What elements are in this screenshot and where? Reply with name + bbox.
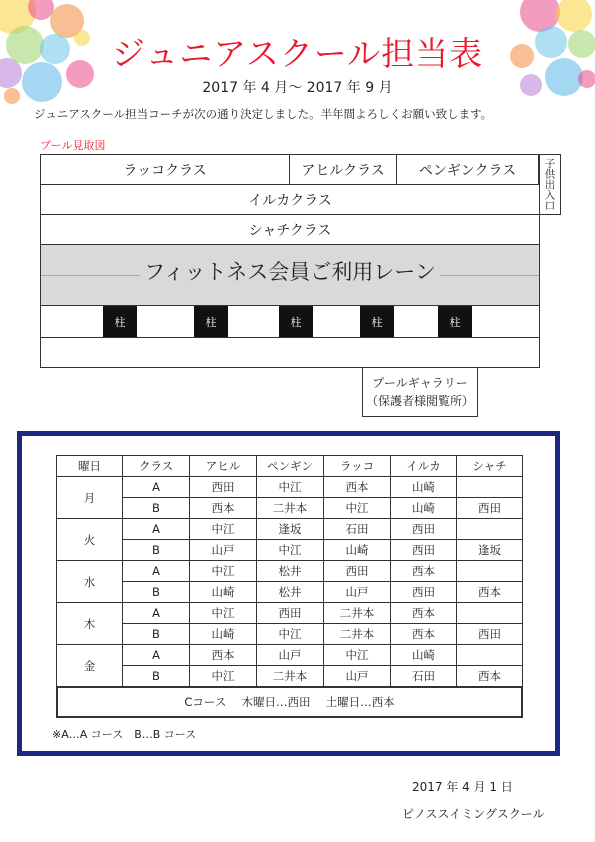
kids-entrance-label: 子供出入口 (543, 158, 556, 211)
course-cell: A (123, 603, 190, 624)
table-row (57, 645, 523, 666)
coach-cell: 中江 (257, 477, 324, 498)
coach-cell: 西田 (391, 540, 457, 561)
coach-cell: 西田 (324, 561, 391, 582)
header-rakko: ラッコ (324, 456, 391, 477)
pool-side-area (40, 337, 540, 368)
table-row (57, 561, 523, 582)
table-row (57, 540, 523, 561)
course-cell: B (123, 666, 190, 687)
coach-cell: 二井本 (324, 603, 391, 624)
course-cell: A (123, 477, 190, 498)
kids-entrance (539, 154, 561, 215)
coach-cell: 中江 (257, 540, 324, 561)
course-cell: B (123, 624, 190, 645)
pool-gallery (362, 367, 478, 417)
day-cell: 月 (57, 477, 123, 519)
coach-cell: 山崎 (391, 498, 457, 519)
lane-iruka: イルカクラス (40, 184, 540, 215)
coach-cell: 西本 (457, 666, 523, 687)
coach-cell: 中江 (324, 498, 391, 519)
coach-cell (457, 603, 523, 624)
day-cell: 火 (57, 519, 123, 561)
fitness-lane-label: フィットネス会員ご利用レーン (140, 256, 440, 286)
coach-cell: 中江 (190, 603, 257, 624)
coach-cell: 西田 (190, 477, 257, 498)
lane-rakko: ラッコクラス (40, 154, 290, 185)
coach-cell: 西田 (391, 582, 457, 603)
coach-cell: 西田 (457, 624, 523, 645)
day-cell: 木 (57, 603, 123, 645)
coach-cell: 西本 (190, 645, 257, 666)
coach-cell: 松井 (257, 582, 324, 603)
coach-cell: 中江 (190, 519, 257, 540)
coach-cell: 山崎 (324, 540, 391, 561)
course-cell: A (123, 519, 190, 540)
lane-ahiru: アヒルクラス (289, 154, 397, 185)
table-row (57, 666, 523, 687)
header-day: 曜日 (57, 456, 123, 477)
course-cell: A (123, 645, 190, 666)
pillar: 柱 (360, 306, 394, 338)
coach-cell: 山崎 (190, 624, 257, 645)
header-class: クラス (123, 456, 190, 477)
fitness-lane (40, 244, 540, 306)
coach-cell: 西本 (324, 477, 391, 498)
coach-cell (457, 477, 523, 498)
page-title: ジュニアスクール担当表 (111, 34, 484, 73)
pillar: 柱 (194, 306, 228, 338)
day-cell: 水 (57, 561, 123, 603)
coach-cell: 中江 (257, 624, 324, 645)
issue-date: 2017 年 4 月 1 日 (412, 780, 513, 794)
coach-cell (457, 519, 523, 540)
coach-cell: 石田 (324, 519, 391, 540)
header-ahiru: アヒル (190, 456, 257, 477)
school-name: ピノススイミングスクール (402, 807, 545, 821)
coach-cell: 山崎 (391, 477, 457, 498)
header-penguin: ペンギン (257, 456, 324, 477)
coach-cell: 中江 (324, 645, 391, 666)
coach-cell: 山戸 (190, 540, 257, 561)
coach-cell: 中江 (190, 666, 257, 687)
pool-gallery-note: （保護者様閲覧所） (365, 394, 474, 408)
coach-cell: 二井本 (324, 624, 391, 645)
coach-cell: 西本 (457, 582, 523, 603)
coach-cell: 松井 (257, 561, 324, 582)
schedule-table (56, 455, 523, 693)
table-row (57, 477, 523, 498)
coach-cell: 西本 (190, 498, 257, 519)
coach-cell (457, 645, 523, 666)
coach-cell: 山戸 (257, 645, 324, 666)
coach-cell: 西田 (391, 519, 457, 540)
coach-cell: 逢坂 (257, 519, 324, 540)
table-row (57, 519, 523, 540)
course-note: ※A…A コース B…B コース (52, 728, 197, 741)
coach-cell: 石田 (391, 666, 457, 687)
table-row (57, 603, 523, 624)
coach-cell: 西田 (457, 498, 523, 519)
coach-cell: 山崎 (391, 645, 457, 666)
coach-cell (457, 561, 523, 582)
pillar: 柱 (279, 306, 313, 338)
c-course-row (56, 686, 523, 718)
coach-cell: 中江 (190, 561, 257, 582)
course-cell: B (123, 582, 190, 603)
coach-cell: 二井本 (257, 666, 324, 687)
coach-cell: 二井本 (257, 498, 324, 519)
day-cell: 金 (57, 645, 123, 687)
pool-gallery-title: プールギャラリー (372, 376, 468, 390)
pool-map-label: プール見取図 (40, 139, 106, 152)
period: 2017 年 4 月〜 2017 年 9 月 (202, 80, 393, 96)
header-shachi: シャチ (457, 456, 523, 477)
pillar: 柱 (438, 306, 472, 338)
coach-cell: 西本 (391, 624, 457, 645)
coach-cell: 西本 (391, 603, 457, 624)
course-cell: B (123, 540, 190, 561)
pillar: 柱 (103, 306, 137, 338)
coach-cell: 西田 (257, 603, 324, 624)
table-row (57, 498, 523, 519)
lane-penguin: ペンギンクラス (396, 154, 539, 185)
lane-shachi: シャチクラス (40, 214, 540, 245)
coach-cell: 山戸 (324, 666, 391, 687)
table-header-row (57, 456, 523, 477)
c-course-text: Cコース 木曜日…西田 土曜日…西本 (184, 695, 395, 709)
coach-cell: 山戸 (324, 582, 391, 603)
header-iruka: イルカ (391, 456, 457, 477)
coach-cell: 逢坂 (457, 540, 523, 561)
course-cell: A (123, 561, 190, 582)
coach-cell: 山崎 (190, 582, 257, 603)
table-row (57, 624, 523, 645)
course-cell: B (123, 498, 190, 519)
coach-cell: 西本 (391, 561, 457, 582)
table-row (57, 582, 523, 603)
intro-text: ジュニアスクール担当コーチが次の通り決定しました。半年間よろしくお願い致します。 (34, 107, 493, 121)
